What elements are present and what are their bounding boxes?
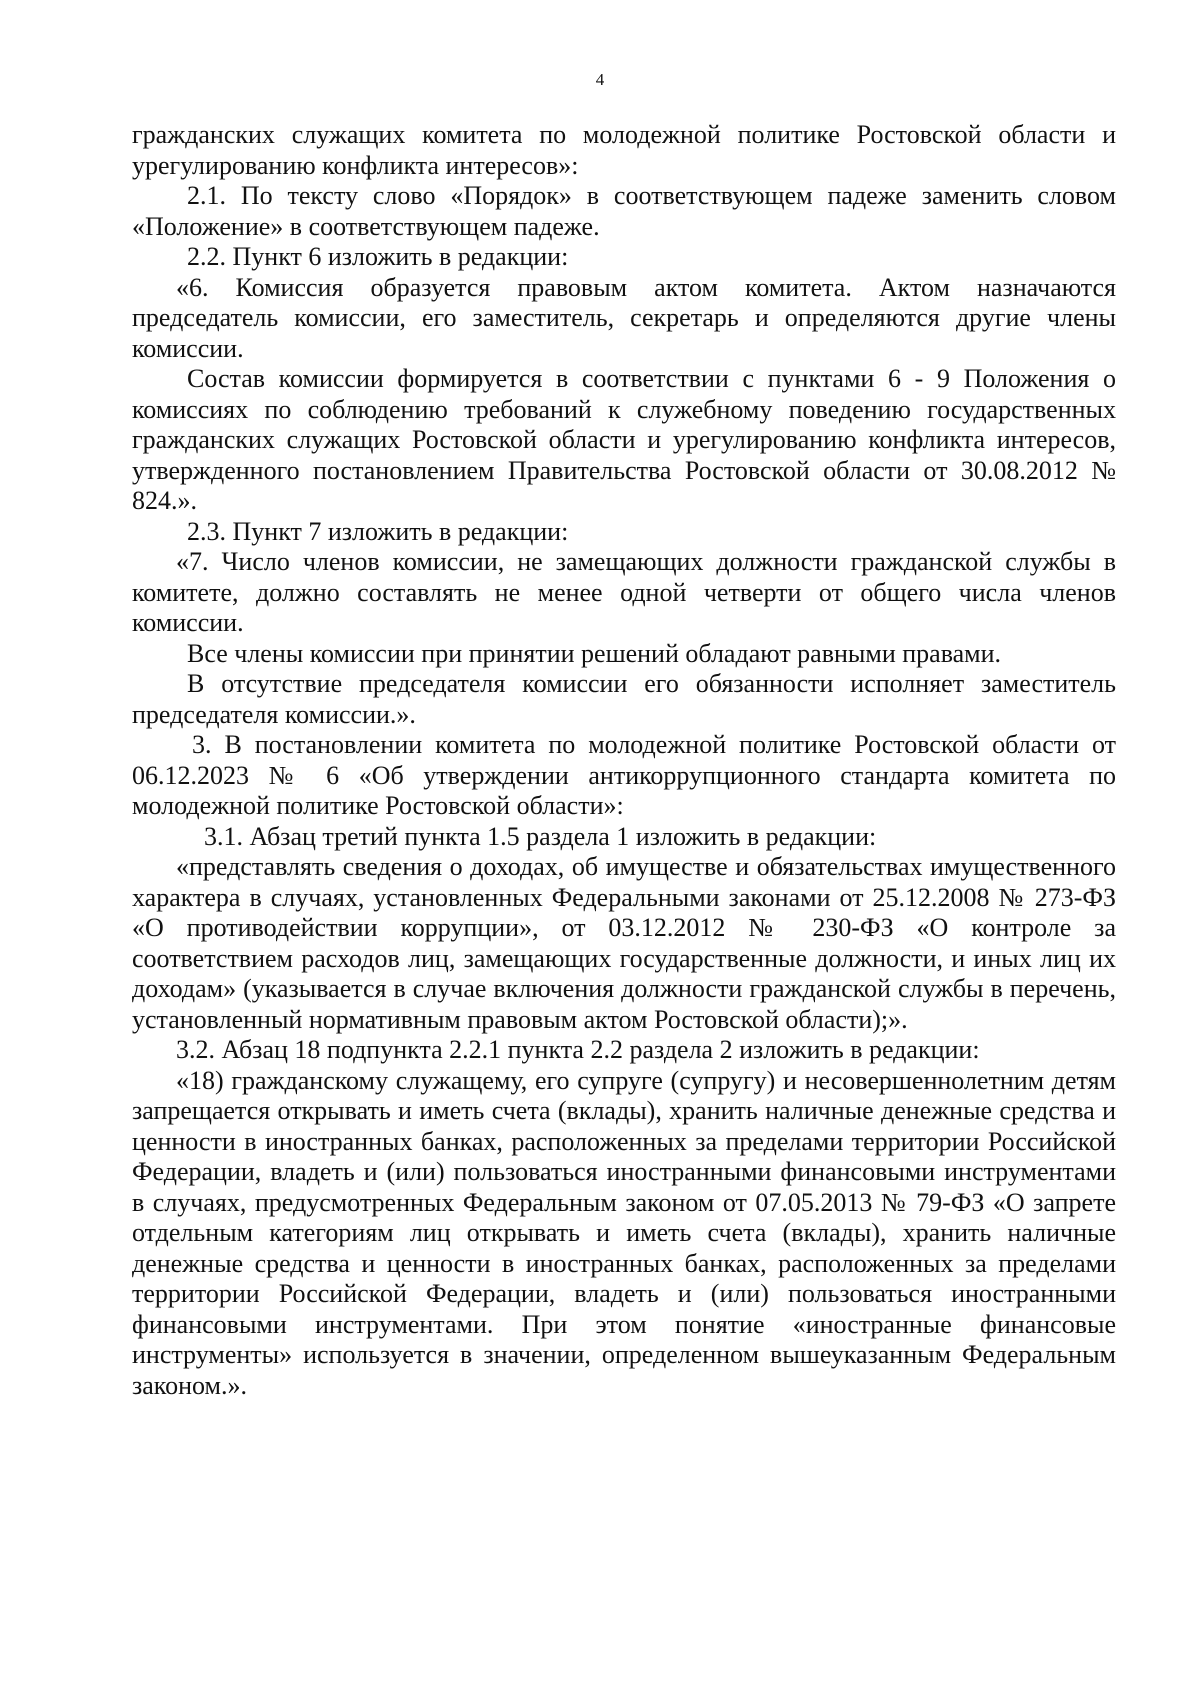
paragraph-2-3: 2.3. Пункт 7 изложить в редакции: xyxy=(187,516,569,546)
paragraph-3-2: 3.2. Абзац 18 подпункта 2.2.1 пункта 2.2 раздела 2 изложить в редакции: xyxy=(176,1035,980,1064)
paragraph-2-2: 2.2. Пункт 6 изложить в редакции: xyxy=(187,242,569,271)
paragraph-continuation: гражданских служащих комитета по молодежной политике Ростовской области и урегулированию конфликта интересов»: xyxy=(132,120,1116,180)
paragraph-commission-composition: Состав комиссии формируется в соответствии с пунктами 6 - 9 Положения о комиссиях по соблюдению требований к служебному поведению государственных гражданских служащих Ростовской области и урегулированию конфликта интересов, утвержденного постановлением Правительства Ростовской области от 30.08.2012 № 824.». xyxy=(132,364,1116,515)
document-body xyxy=(132,120,1116,1401)
paragraph-income-info: «представлять сведения о доходах, об имуществе и обязательствах имущественного характера в случаях, установленных Федеральными законами от 25.12.2008 № 273-ФЗ «О противодействии коррупции», от 03.12.2012 № 230-ФЗ «О контроле за соответствием расходов лиц, замещающих государственные должности, и иных лиц их доходам» (указывается в случае включения должности гражданской службы в перечень, установленный нормативным правовым актом Ростовской области);». xyxy=(132,852,1116,1034)
paragraph-item-7: «7. Число членов комиссии, не замещающих должности гражданской службы в комитете, должно составлять не менее одной четверти от общего числа членов комиссии. xyxy=(132,547,1116,637)
paragraph-item-18: «18) гражданскому служащему, его супруге (супругу) и несовершеннолетним детям запрещается открывать и иметь счета (вклады), хранить наличные денежные средства и ценности в иностранных банках, расположенных за пределами территории Российской Федерации, владеть и (или) пользоваться иностранными финансовыми инструментами в случаях, предусмотренных Федеральным законом от 07.05.2013 № 79-ФЗ «О запрете отдельным категориям лиц открывать и иметь счета (вклады), хранить наличные денежные средства и ценности в иностранных банках, расположенных за пределами территории Российской Федерации, владеть и (или) пользоваться иностранными финансовыми инструментами. При этом понятие «иностранные финансовые инструменты» используется в значении, определенном вышеуказанным Федеральным законом.». xyxy=(132,1065,1116,1400)
paragraph-3: 3. В постановлении комитета по молодежной политике Ростовской области от 06.12.2023 № 6 «Об утверждении антикоррупционного стандарта комитета по молодежной политике Ростовской области»: xyxy=(132,730,1116,820)
paragraph-3-1: 3.1. Абзац третий пункта 1.5 раздела 1 изложить в редакции: xyxy=(204,821,877,851)
paragraph-item-6: «6. Комиссия образуется правовым актом комитета. Актом назначаются председатель комиссии, его заместитель, секретарь и определяются другие члены комиссии. xyxy=(132,272,1116,363)
page-number: 4 xyxy=(595,70,605,89)
paragraph-equal-rights: Все члены комиссии при принятии решений обладают равными правами. xyxy=(187,638,1002,668)
paragraph-2-1: 2.1. По тексту слово «Порядок» в соответствующем падеже заменить словом «Положение» в соответствующем падеже. xyxy=(132,181,1116,241)
paragraph-chairman-absence: В отсутствие председателя комиссии его обязанности исполняет заместитель председателя комиссии.». xyxy=(132,669,1116,729)
